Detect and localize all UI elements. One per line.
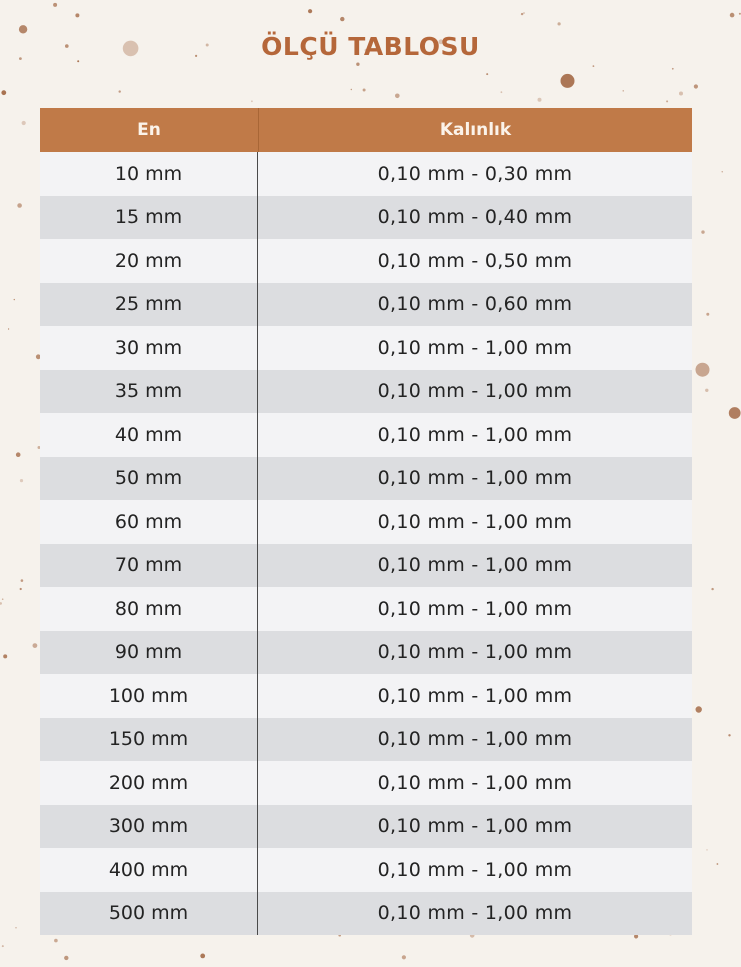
cell-thickness: 0,10 mm - 1,00 mm [377, 858, 573, 881]
cell-width: 70 mm [40, 544, 258, 588]
header-thickness: Kalınlık [439, 120, 512, 140]
table-row [40, 370, 692, 414]
page-title: ÖLÇÜ TABLOSU [261, 32, 480, 61]
cell-thickness: 0,10 mm - 0,30 mm [377, 162, 573, 185]
cell-thickness: 0,10 mm - 1,00 mm [377, 684, 573, 707]
cell-thickness: 0,10 mm - 0,40 mm [377, 206, 573, 229]
table-row [40, 631, 692, 675]
cell-width: 10 mm [40, 152, 258, 196]
cell-width: 25 mm [40, 283, 258, 327]
cell-width: 100 mm [40, 674, 258, 718]
cell-width: 50 mm [40, 457, 258, 501]
cell-thickness: 0,10 mm - 1,00 mm [377, 510, 573, 533]
table-row [40, 413, 692, 457]
size-table [40, 108, 692, 935]
cell-thickness: 0,10 mm - 1,00 mm [377, 902, 573, 925]
table-row [40, 457, 692, 501]
cell-thickness: 0,10 mm - 0,60 mm [377, 293, 573, 316]
cell-thickness: 0,10 mm - 1,00 mm [377, 554, 573, 577]
table-row [40, 544, 692, 588]
cell-width: 90 mm [40, 631, 258, 675]
cell-thickness: 0,10 mm - 1,00 mm [377, 815, 573, 838]
table-row [40, 283, 692, 327]
cell-width: 30 mm [40, 326, 258, 370]
cell-width: 200 mm [40, 761, 258, 805]
cell-thickness: 0,10 mm - 0,50 mm [377, 249, 573, 272]
cell-thickness: 0,10 mm - 1,00 mm [377, 771, 573, 794]
cell-width: 300 mm [40, 805, 258, 849]
cell-thickness: 0,10 mm - 1,00 mm [377, 641, 573, 664]
table-row [40, 152, 692, 196]
table-row [40, 892, 692, 936]
table-row [40, 196, 692, 240]
cell-width: 500 mm [40, 892, 258, 936]
table-row [40, 848, 692, 892]
cell-width: 150 mm [40, 718, 258, 762]
cell-thickness: 0,10 mm - 1,00 mm [377, 597, 573, 620]
cell-width: 15 mm [40, 196, 258, 240]
header-width: En [40, 108, 259, 152]
table-row [40, 805, 692, 849]
table-row [40, 239, 692, 283]
table-body [40, 152, 692, 935]
cell-thickness: 0,10 mm - 1,00 mm [377, 380, 573, 403]
cell-thickness: 0,10 mm - 1,00 mm [377, 467, 573, 490]
table-row [40, 718, 692, 762]
cell-width: 80 mm [40, 587, 258, 631]
cell-thickness: 0,10 mm - 1,00 mm [377, 423, 573, 446]
cell-width: 60 mm [40, 500, 258, 544]
cell-width: 20 mm [40, 239, 258, 283]
cell-width: 35 mm [40, 370, 258, 414]
table-row [40, 674, 692, 718]
table-row [40, 326, 692, 370]
cell-width: 40 mm [40, 413, 258, 457]
table-header [40, 108, 692, 152]
table-row [40, 761, 692, 805]
table-row [40, 500, 692, 544]
table-row [40, 587, 692, 631]
cell-width: 400 mm [40, 848, 258, 892]
cell-thickness: 0,10 mm - 1,00 mm [377, 336, 573, 359]
cell-thickness: 0,10 mm - 1,00 mm [377, 728, 573, 751]
